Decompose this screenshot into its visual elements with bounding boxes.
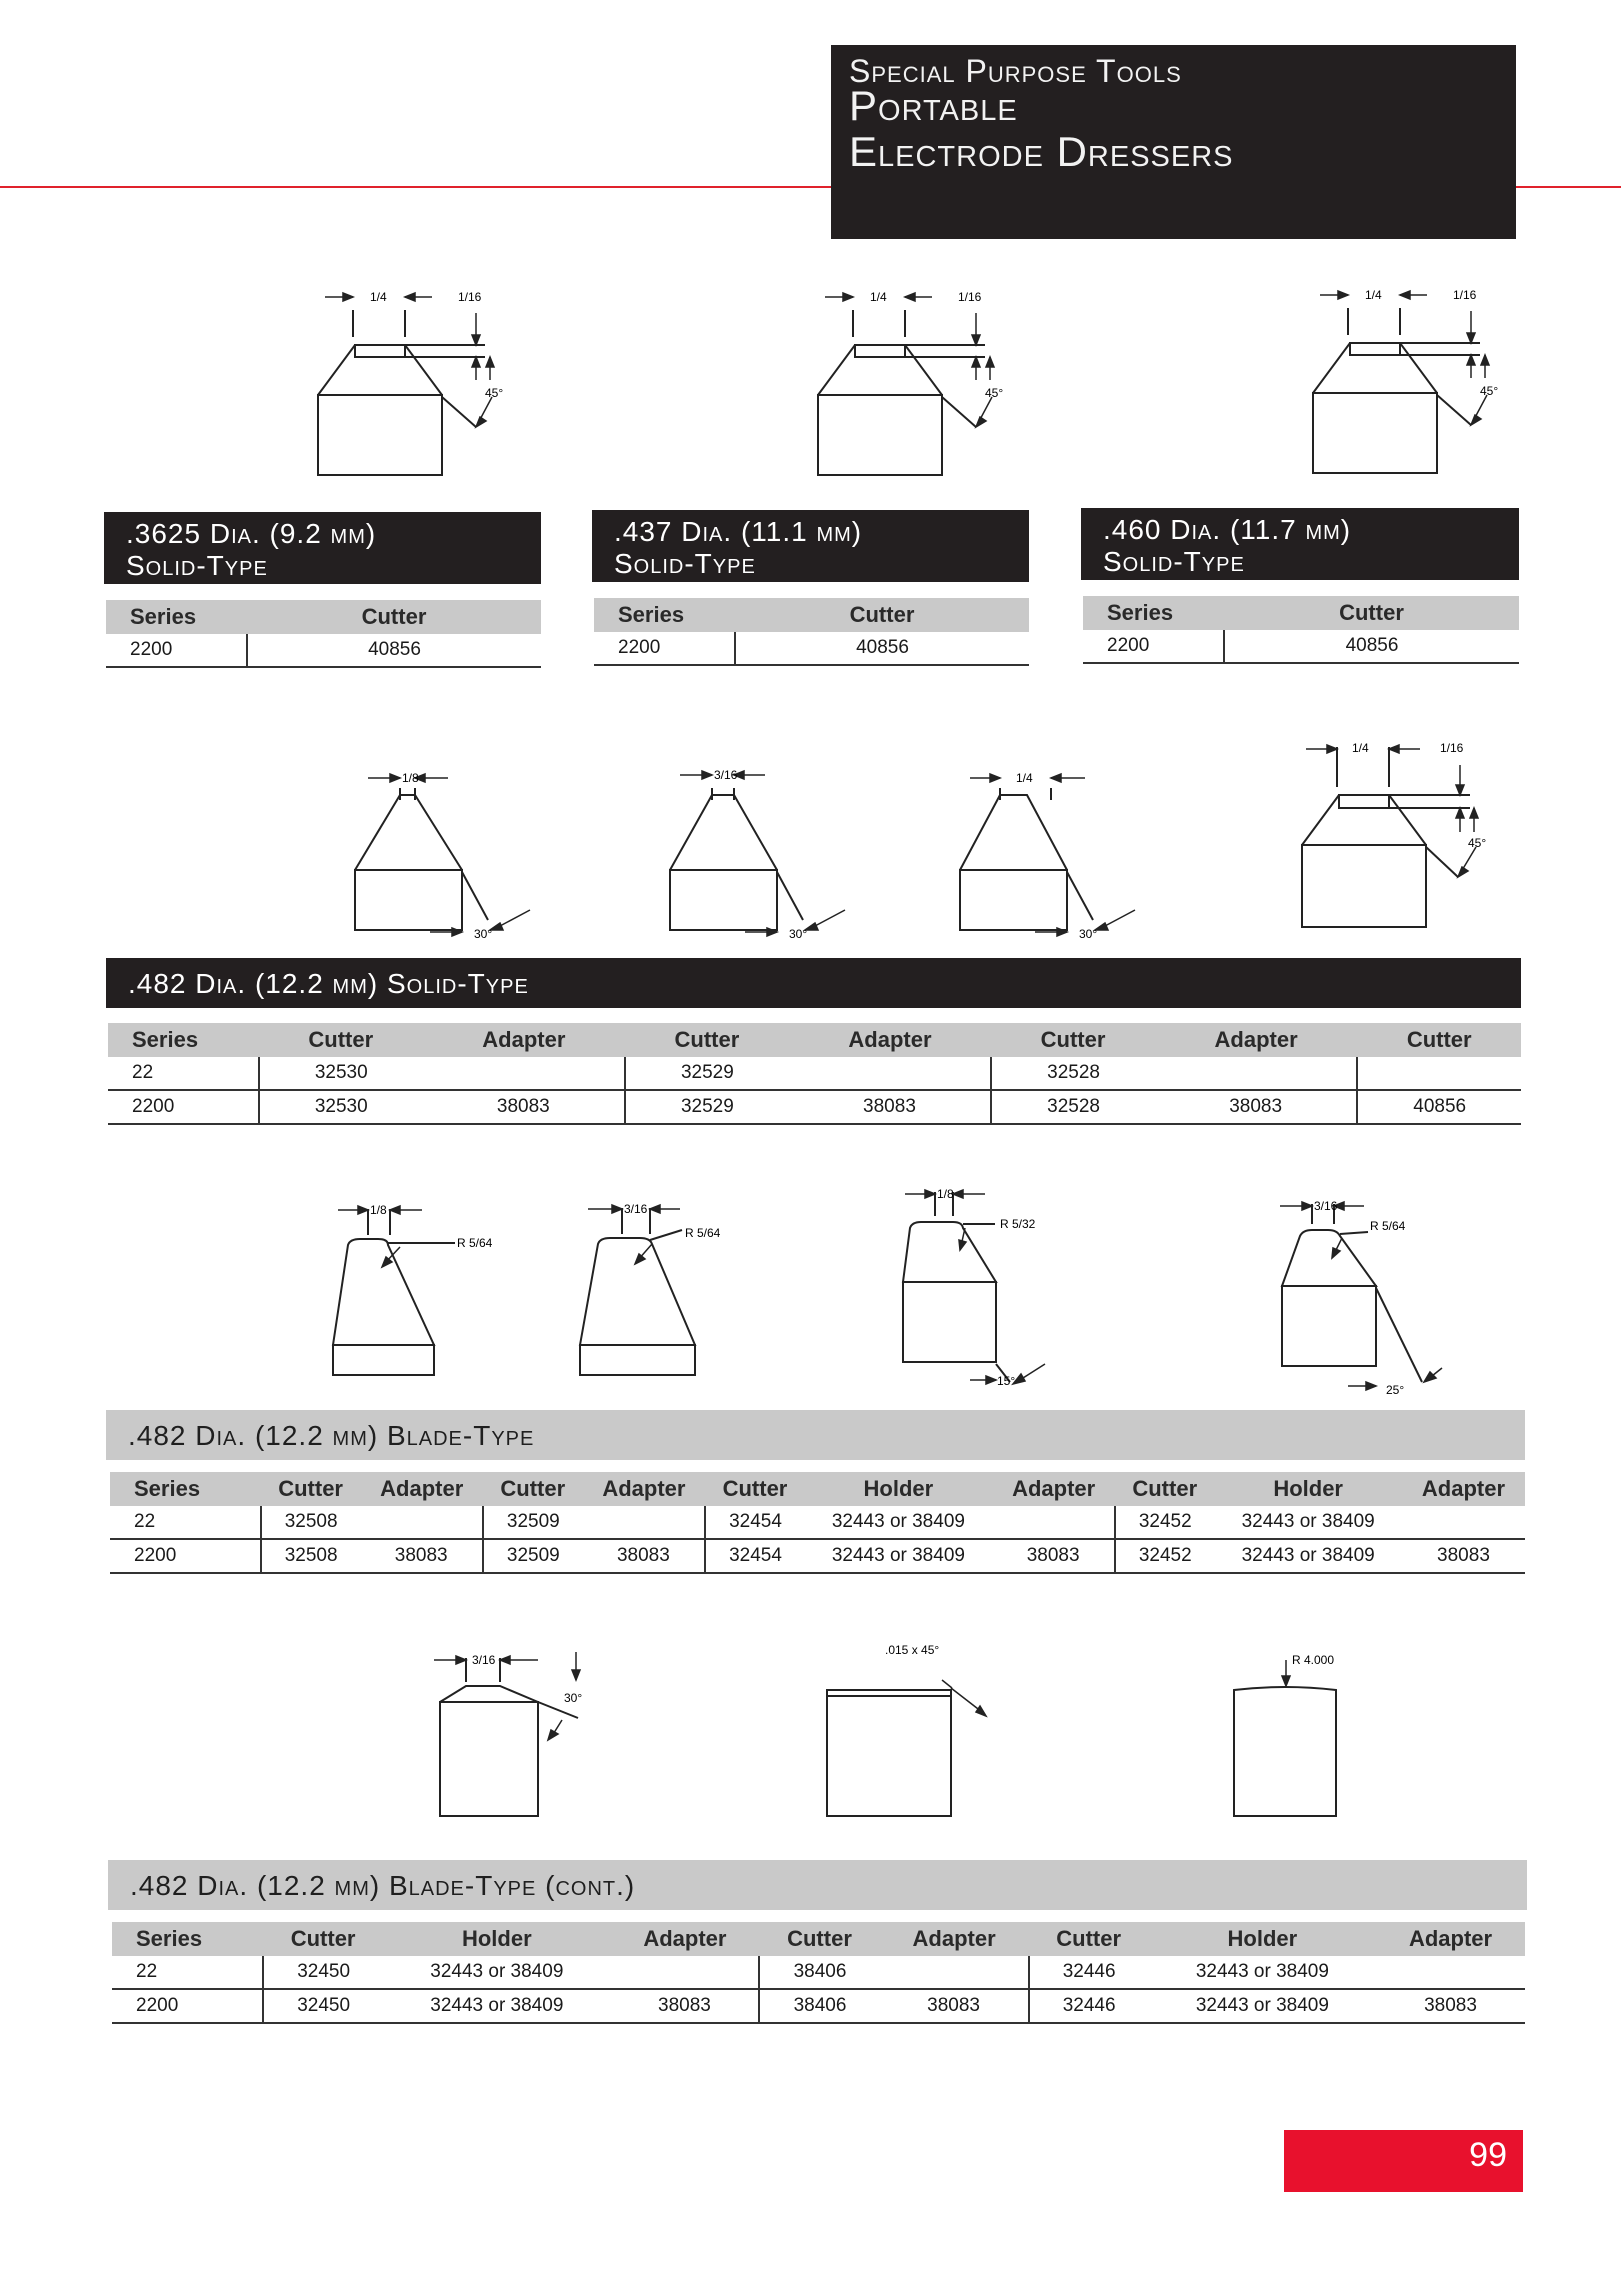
table-row [594, 632, 1029, 665]
cell: 38083 [423, 1090, 626, 1124]
cell [360, 1506, 483, 1539]
cell: 38083 [1376, 1989, 1525, 2023]
diagram-blade-three-sixteenth-25 [1270, 1190, 1490, 1415]
page-title-line2: Electrode Dressers [849, 128, 1234, 175]
cell: 32443 or 38409 [1149, 1956, 1376, 1989]
page-number: 99 [1469, 2136, 1507, 2174]
section-header-blade482-cont [108, 1860, 1527, 1910]
dim-radius: R 5/64 [457, 1236, 493, 1250]
dim-radius: R 5/64 [1370, 1219, 1406, 1233]
cell: 38083 [789, 1090, 992, 1124]
diagram-solid-30-eighth [340, 760, 540, 965]
cell: 32446 [1029, 1989, 1149, 2023]
dim-angle: 25° [1386, 1383, 1405, 1397]
solid-45-tip-drawing [1295, 283, 1499, 483]
diagram-blade-eighth [320, 1185, 540, 1390]
section-header-solid482 [106, 958, 1521, 1008]
blade-tip-drawing [320, 1185, 540, 1385]
cell: 38083 [610, 1989, 759, 2023]
col-cutter: Cutter [1115, 1472, 1214, 1506]
table-460 [1083, 596, 1519, 664]
col-cutter: Cutter [705, 1472, 804, 1506]
col-cutter: Cutter [483, 1472, 582, 1506]
section-title-3625: .3625 Dia. (9.2 mm) [126, 518, 377, 549]
col-cutter: Cutter [991, 1023, 1155, 1057]
dim-angle: 30° [564, 1691, 583, 1705]
solid-30-tip-drawing [655, 760, 855, 960]
table-header-row [108, 1023, 1521, 1057]
diagram-flat-chamfer [810, 1640, 1010, 1825]
table-3625 [106, 600, 541, 668]
col-cutter: Cutter [1029, 1922, 1149, 1956]
cell [1155, 1057, 1358, 1090]
cell: 32452 [1115, 1539, 1214, 1573]
category-title: Special Purpose Tools [849, 53, 1182, 89]
col-holder: Holder [383, 1922, 610, 1956]
cell: 32509 [483, 1506, 582, 1539]
table-row [106, 634, 541, 667]
cell: 2200 [110, 1539, 261, 1573]
section-title-blade482-cont: .482 Dia. (12.2 mm) Blade-Type (cont.) [130, 1870, 636, 1901]
section-header-460 [1081, 508, 1519, 580]
cell: 38406 [759, 1956, 879, 1989]
col-series: Series [1083, 596, 1224, 630]
solid-45-tip-drawing [1280, 737, 1487, 937]
cell [582, 1506, 705, 1539]
table-row [112, 1956, 1525, 1989]
cell: 38406 [759, 1989, 879, 2023]
diagram-3625-solid [300, 285, 504, 490]
col-holder: Holder [1149, 1922, 1376, 1956]
table-row [1083, 630, 1519, 663]
col-adapter: Adapter [1402, 1472, 1525, 1506]
cell: 32454 [705, 1506, 804, 1539]
cell: 2200 [112, 1989, 263, 2023]
cell: 32454 [705, 1539, 804, 1573]
col-series: Series [106, 600, 247, 634]
cell: 22 [108, 1057, 259, 1090]
col-adapter: Adapter [1376, 1922, 1525, 1956]
col-adapter: Adapter [992, 1472, 1115, 1506]
cell: 32450 [263, 1956, 383, 1989]
dim-width: 1/8 [402, 771, 419, 785]
cell: 32452 [1115, 1506, 1214, 1539]
dim-angle: 45° [1468, 836, 1487, 850]
diagram-460-solid [1295, 283, 1499, 488]
blade-tip-drawing [1270, 1190, 1490, 1410]
cell: 32508 [261, 1539, 360, 1573]
cell: 38083 [1402, 1539, 1525, 1573]
table-row [112, 1989, 1525, 2023]
dim-angle: 30° [1079, 927, 1098, 941]
cell [1357, 1057, 1521, 1090]
page-title-line1: Portable [849, 82, 1018, 129]
cell [423, 1057, 626, 1090]
cell: 40856 [1357, 1090, 1521, 1124]
dim-angle: 15° [997, 1374, 1016, 1388]
diagram-blade-three-sixteenth [570, 1180, 790, 1385]
table-header-row [110, 1472, 1525, 1506]
cell: 22 [110, 1506, 261, 1539]
dim-width: 1/8 [370, 1203, 387, 1217]
table-row [110, 1539, 1525, 1573]
cell: 32443 or 38409 [383, 1989, 610, 2023]
col-cutter: Cutter [625, 1023, 789, 1057]
dim-radius: R 5/64 [685, 1226, 721, 1240]
col-adapter: Adapter [423, 1023, 626, 1057]
dim-angle: 45° [1480, 384, 1499, 398]
dim-angle: 45° [485, 386, 504, 400]
cell: 40856 [735, 632, 1029, 665]
cell: 32530 [259, 1090, 423, 1124]
col-adapter: Adapter [789, 1023, 992, 1057]
cell: 32443 or 38409 [1214, 1506, 1402, 1539]
blade-30-tip-drawing [420, 1640, 620, 1820]
col-cutter: Cutter [759, 1922, 879, 1956]
diagram-solid-45-row2 [1280, 737, 1487, 942]
dim-sixteenth: 1/16 [1440, 741, 1464, 755]
col-series: Series [594, 598, 735, 632]
cell: 40856 [1224, 630, 1519, 663]
diagram-437-solid [800, 285, 1004, 490]
col-holder: Holder [805, 1472, 993, 1506]
cell: 32528 [991, 1057, 1155, 1090]
section-subtitle-437: Solid-Type [614, 548, 756, 579]
dim-radius: R 5/32 [1000, 1217, 1036, 1231]
table-solid482 [108, 1023, 1521, 1125]
col-cutter: Cutter [263, 1922, 383, 1956]
cell: 32529 [625, 1057, 789, 1090]
section-subtitle-3625: Solid-Type [126, 550, 268, 581]
cell: 38083 [360, 1539, 483, 1573]
col-adapter: Adapter [360, 1472, 483, 1506]
col-cutter: Cutter [247, 600, 541, 634]
cell: 40856 [247, 634, 541, 667]
table-header-row [1083, 596, 1519, 630]
col-adapter: Adapter [1155, 1023, 1358, 1057]
table-blade482 [110, 1472, 1525, 1574]
section-subtitle-460: Solid-Type [1103, 546, 1245, 577]
dim-sixteenth: 1/16 [958, 290, 982, 304]
cell: 22 [112, 1956, 263, 1989]
dim-radius: R 4.000 [1292, 1653, 1335, 1667]
section-title-437: .437 Dia. (11.1 mm) [614, 516, 863, 547]
cell: 2200 [108, 1090, 259, 1124]
table-header-row [112, 1922, 1525, 1956]
dim-width: 3/16 [714, 768, 738, 782]
dim-width: 3/16 [624, 1202, 648, 1216]
blade-tip-drawing [570, 1180, 790, 1380]
cell: 32443 or 38409 [383, 1956, 610, 1989]
solid-45-tip-drawing [300, 285, 504, 485]
table-blade482-cont [112, 1922, 1525, 2024]
dim-quarter: 1/4 [1365, 288, 1382, 302]
cell: 2200 [1083, 630, 1224, 663]
page-title [849, 83, 1234, 175]
dim-width: 1/4 [1016, 771, 1033, 785]
diagram-solid-30-quarter [945, 760, 1145, 965]
cell: 32443 or 38409 [805, 1539, 993, 1573]
dim-quarter: 1/4 [370, 290, 387, 304]
section-header-3625 [104, 512, 541, 584]
table-header-row [594, 598, 1029, 632]
dim-width: 3/16 [1314, 1199, 1338, 1213]
diagram-solid-30-three-sixteenth [655, 760, 855, 965]
cell: 38083 [582, 1539, 705, 1573]
cell: 38083 [992, 1539, 1115, 1573]
col-cutter: Cutter [1224, 596, 1519, 630]
diagram-blade-eighth-15 [895, 1180, 1115, 1405]
dim-angle: 45° [985, 386, 1004, 400]
dim-chamfer: .015 x 45° [885, 1643, 940, 1657]
section-header-blade482 [106, 1410, 1525, 1460]
flat-chamfer-drawing [810, 1640, 1010, 1820]
solid-45-tip-drawing [800, 285, 1004, 485]
col-series: Series [108, 1023, 259, 1057]
dim-width: 1/8 [937, 1187, 954, 1201]
col-series: Series [110, 1472, 261, 1506]
blade-tip-drawing [895, 1180, 1115, 1400]
col-adapter: Adapter [582, 1472, 705, 1506]
dim-sixteenth: 1/16 [458, 290, 482, 304]
cell: 32530 [259, 1057, 423, 1090]
section-title-460: .460 Dia. (11.7 mm) [1103, 514, 1352, 545]
cell: 2200 [594, 632, 735, 665]
section-header-437 [592, 510, 1029, 582]
diagram-blade-30-cont [420, 1640, 620, 1825]
cell [610, 1956, 759, 1989]
dim-angle: 30° [474, 927, 493, 941]
col-series: Series [112, 1922, 263, 1956]
table-437 [594, 598, 1029, 666]
dim-width: 3/16 [472, 1653, 496, 1667]
dim-quarter: 1/4 [1352, 741, 1369, 755]
dim-sixteenth: 1/16 [1453, 288, 1477, 302]
cell [992, 1506, 1115, 1539]
dim-quarter: 1/4 [870, 290, 887, 304]
cell [1402, 1506, 1525, 1539]
cell: 32508 [261, 1506, 360, 1539]
table-row [108, 1057, 1521, 1090]
cell: 32528 [991, 1090, 1155, 1124]
section-title-blade482: .482 Dia. (12.2 mm) Blade-Type [128, 1420, 535, 1451]
cell: 32450 [263, 1989, 383, 2023]
cell: 32446 [1029, 1956, 1149, 1989]
page-number-badge [1284, 2130, 1523, 2192]
diagram-radius-4000 [1220, 1640, 1420, 1825]
solid-30-tip-drawing [340, 760, 540, 960]
cell: 2200 [106, 634, 247, 667]
col-cutter: Cutter [261, 1472, 360, 1506]
col-cutter: Cutter [259, 1023, 423, 1057]
cell [789, 1057, 992, 1090]
table-header-row [106, 600, 541, 634]
table-row [108, 1090, 1521, 1124]
table-row [110, 1506, 1525, 1539]
cell [880, 1956, 1029, 1989]
dim-angle: 30° [789, 927, 808, 941]
section-title-solid482: .482 Dia. (12.2 mm) Solid-Type [128, 968, 529, 999]
cell: 32443 or 38409 [1149, 1989, 1376, 2023]
col-adapter: Adapter [880, 1922, 1029, 1956]
cell: 38083 [880, 1989, 1029, 2023]
col-adapter: Adapter [610, 1922, 759, 1956]
radius-tip-drawing [1220, 1640, 1420, 1820]
cell: 32443 or 38409 [1214, 1539, 1402, 1573]
col-cutter: Cutter [1357, 1023, 1521, 1057]
cell [1376, 1956, 1525, 1989]
solid-30-tip-drawing [945, 760, 1145, 960]
cell: 32509 [483, 1539, 582, 1573]
page-title-box [831, 45, 1516, 239]
cell: 32443 or 38409 [805, 1506, 993, 1539]
col-holder: Holder [1214, 1472, 1402, 1506]
cell: 38083 [1155, 1090, 1358, 1124]
col-cutter: Cutter [735, 598, 1029, 632]
cell: 32529 [625, 1090, 789, 1124]
